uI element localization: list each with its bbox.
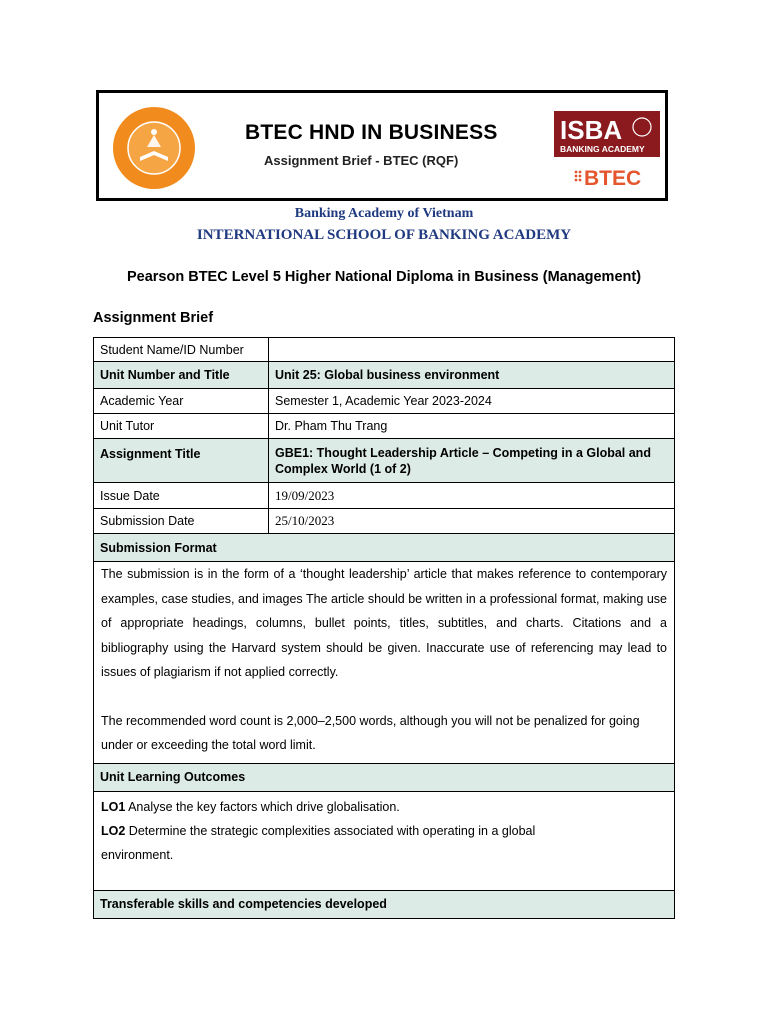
lo2-text: Determine the strategic complexities associated with operating in a global (125, 823, 536, 838)
banking-academy-logo (113, 107, 195, 189)
transferable-skills-heading: Transferable skills and competencies developed (94, 890, 675, 918)
lo2-code: LO2 (101, 823, 126, 838)
table-row (94, 414, 675, 439)
tutor-value: Dr. Pham Thu Trang (269, 414, 675, 439)
assignment-brief-table (93, 337, 675, 919)
table-row (94, 534, 675, 562)
issue-date-value: 19/09/2023 (269, 483, 675, 509)
lo1-code: LO1 (101, 799, 126, 814)
table-row (94, 362, 675, 389)
table-row (94, 389, 675, 414)
table-row (94, 791, 675, 890)
banner-title: BTEC HND IN BUSINESS (245, 121, 498, 144)
svg-text:ISBA: ISBA (560, 115, 623, 145)
table-row (94, 439, 675, 483)
isba-logo (554, 111, 660, 157)
table-row (94, 338, 675, 362)
school-name: INTERNATIONAL SCHOOL OF BANKING ACADEMY (196, 227, 572, 243)
format-paragraph-2: The recommended word count is 2,000–2,500 words, although you will not be penalized for going under or exceeding the total word limit. (101, 713, 640, 752)
table-row (94, 509, 675, 534)
btec-logo (554, 163, 660, 189)
submission-format-heading: Submission Format (94, 534, 675, 562)
lo2-line (101, 819, 667, 843)
title-label: Assignment Title (94, 439, 269, 483)
issue-date-label: Issue Date (94, 483, 269, 509)
institution-name: Banking Academy of Vietnam (294, 206, 474, 221)
submission-date-value: 25/10/2023 (269, 509, 675, 534)
banner-subtitle: Assignment Brief - BTEC (RQF) (264, 153, 459, 168)
learning-outcomes-body (94, 791, 675, 890)
submission-format-body (94, 562, 675, 764)
title-value: GBE1: Thought Leadership Article – Competing in a Global and Complex World (1 of 2) (269, 439, 675, 483)
learning-outcomes-heading: Unit Learning Outcomes (94, 763, 675, 791)
lo2-line-cont: environment. (101, 847, 174, 862)
assignment-brief-heading: Assignment Brief (93, 310, 214, 326)
tutor-label: Unit Tutor (94, 414, 269, 439)
lo1-line (101, 795, 667, 819)
lo1-text: Analyse the key factors which drive globalisation. (125, 799, 400, 814)
student-value (269, 338, 675, 362)
year-value: Semester 1, Academic Year 2023-2024 (269, 389, 675, 414)
svg-text:BTEC: BTEC (584, 167, 642, 189)
header-banner (96, 90, 668, 201)
table-row (94, 763, 675, 791)
unit-value: Unit 25: Global business environment (269, 362, 675, 389)
unit-label: Unit Number and Title (94, 362, 269, 389)
table-row (94, 483, 675, 509)
format-paragraph-1: The submission is in the form of a ‘thought leadership’ article that makes reference to contemporary examples, case studies, and images The article should be written in a professional format, making use of appropriate headings, columns, bullet points, titles, subtitles, and charts. Citations and a bibliography using the Harvard system should be given. Inaccurate use of referencing may lead to issues of plagiarism if not applied correctly. (101, 567, 667, 679)
svg-text:BANKING ACADEMY: BANKING ACADEMY (560, 144, 645, 154)
year-label: Academic Year (94, 389, 269, 414)
table-row (94, 890, 675, 918)
student-label: Student Name/ID Number (94, 338, 269, 362)
table-row (94, 562, 675, 764)
submission-date-label: Submission Date (94, 509, 269, 534)
diploma-title: Pearson BTEC Level 5 Higher National Diploma in Business (Management) (126, 269, 642, 285)
